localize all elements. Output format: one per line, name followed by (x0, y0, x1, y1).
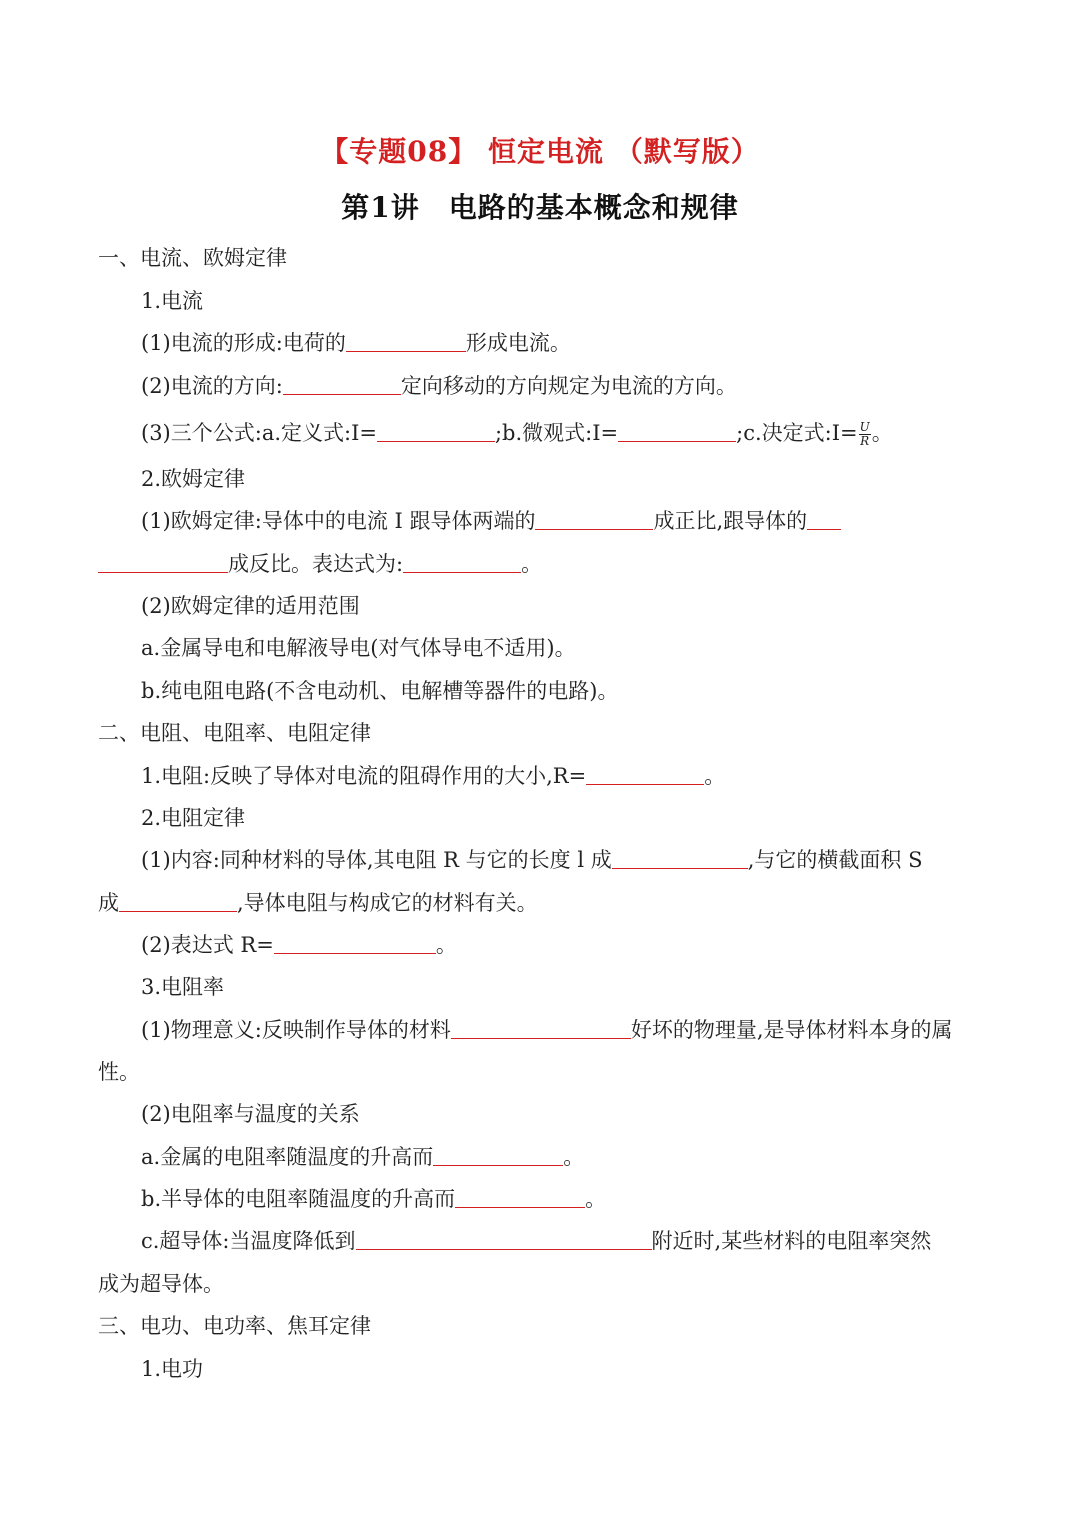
topic-title: 【专题08】 恒定电流 （默写版） (320, 135, 760, 168)
lecture-subtitle: 第1讲 电路的基本概念和规律 (341, 191, 739, 224)
text-line: (1)电流的形成:电荷的 形成电流。 (141, 331, 571, 355)
text-line: 成 ,导体电阻与构成它的材料有关。 (98, 891, 538, 915)
text-line: (1)欧姆定律:导体中的电流 I 跟导体两端的 成正比,跟导体的 (141, 506, 841, 536)
fill-blank[interactable] (433, 1143, 563, 1166)
fill-blank[interactable] (346, 329, 466, 352)
text-line: (1)物理意义:反映制作导体的材料 好坏的物理量,是导体材料本身的属 (141, 1018, 953, 1042)
fill-blank[interactable] (403, 550, 521, 573)
fill-blank[interactable] (807, 507, 841, 530)
text-line: 性。 (98, 1060, 140, 1084)
text-line: 1.电阻:反映了导体对电流的阻碍作用的大小,R= 。 (141, 764, 726, 788)
text-line: a.金属的电阻率随温度的升高而 。 (141, 1145, 585, 1169)
section-heading: 二、电阻、电阻率、电阻定律 (98, 721, 371, 745)
subheading: (2)电阻率与温度的关系 (141, 1102, 360, 1126)
fill-blank[interactable] (586, 762, 704, 785)
subheading: 2.电阻定律 (141, 806, 246, 830)
text-line: (3)三个公式:a.定义式:I= ;b.微观式:I= ;c.决定式:I= $\frac{U}{R}$ 。 (141, 420, 893, 448)
subheading: 2.欧姆定律 (141, 467, 246, 491)
fill-blank[interactable] (455, 1185, 585, 1208)
section-heading: 一、电流、欧姆定律 (98, 246, 287, 270)
fill-blank[interactable] (451, 1016, 631, 1039)
text-line: a.金属导电和电解液导电(对气体导电不适用)。 (141, 636, 576, 660)
fill-blank[interactable] (283, 372, 401, 395)
fraction: $\frac{U}{R}$ (859, 420, 870, 448)
fill-blank[interactable] (274, 931, 436, 954)
text-line: (1)内容:同种材料的导体,其电阻 R 与它的长度 l 成 ,与它的横截面积 S (141, 848, 923, 872)
fill-blank[interactable] (119, 889, 237, 912)
subheading: 3.电阻率 (141, 975, 225, 999)
fill-blank[interactable] (612, 846, 748, 869)
text-line: b.纯电阻电路(不含电动机、电解槽等器件的电路)。 (141, 679, 619, 703)
subheading: 1.电功 (141, 1357, 204, 1381)
text-line: 成反比。表达式为: 。 (98, 549, 542, 579)
text-line: b.半导体的电阻率随温度的升高而 。 (141, 1187, 607, 1211)
subheading: (2)欧姆定律的适用范围 (141, 594, 360, 618)
fill-blank[interactable] (535, 507, 653, 530)
fill-blank[interactable] (618, 419, 736, 442)
text-line: 成为超导体。 (98, 1272, 224, 1296)
section-heading: 三、电功、电功率、焦耳定律 (98, 1314, 371, 1338)
fill-blank[interactable] (98, 550, 228, 573)
text-line: c.超导体:当温度降低到 附近时,某些材料的电阻率突然 (141, 1229, 932, 1253)
subheading: 1.电流 (141, 289, 204, 313)
fill-blank[interactable] (377, 419, 495, 442)
text-line: (2)表达式 R= 。 (141, 933, 457, 957)
fill-blank[interactable] (356, 1227, 652, 1250)
text-line: (2)电流的方向: 定向移动的方向规定为电流的方向。 (141, 374, 737, 398)
